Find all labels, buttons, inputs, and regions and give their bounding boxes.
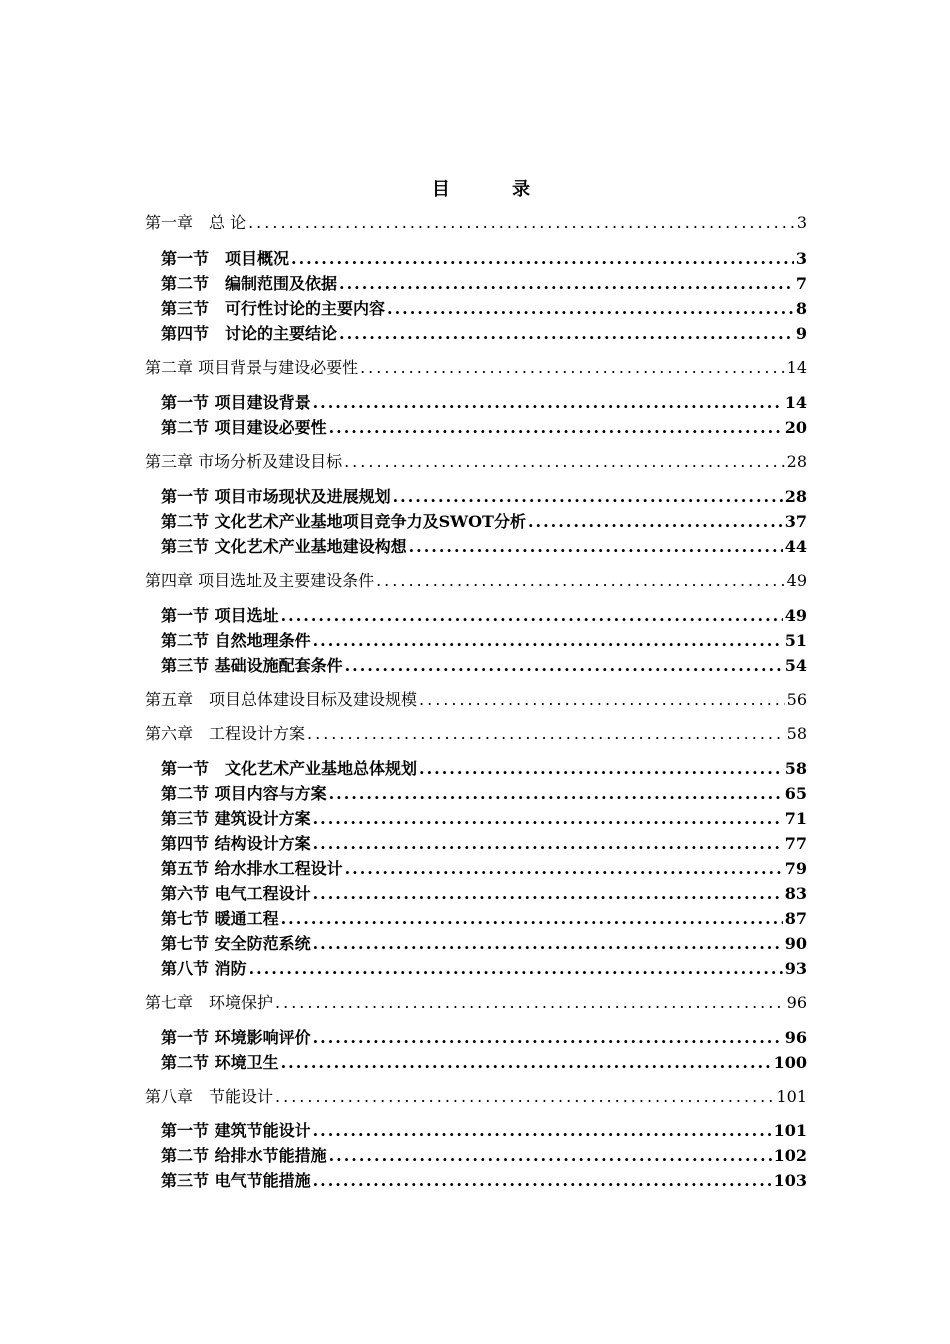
- toc-entry-label: 第一节 建筑节能设计: [161, 1121, 311, 1140]
- toc-section-entry: [161, 603, 807, 626]
- toc-section-entry: [161, 756, 807, 779]
- toc-page-number: 14: [784, 393, 807, 412]
- toc-entry-label: 第八章 节能设计: [145, 1087, 274, 1106]
- toc-entry-label: 第八节 消防: [161, 959, 247, 978]
- toc-entry-label: 第六章 工程设计方案: [145, 724, 306, 743]
- dot-leader: [409, 537, 783, 556]
- toc-section-entry: [161, 1025, 807, 1048]
- dot-leader: [339, 274, 794, 293]
- toc-entry-label: 第四节 结构设计方案: [161, 834, 311, 853]
- toc-chapter-entry: [145, 568, 807, 591]
- toc-entry-label: 第二节 文化艺术产业基地项目竞争力及SWOT分析: [161, 512, 526, 531]
- toc-section-entry: [161, 1168, 807, 1191]
- toc-page-number: 28: [784, 487, 807, 506]
- toc-entry-label: 第七节 暖通工程: [161, 909, 279, 928]
- toc-entry-label: 第三节 电气节能措施: [161, 1171, 311, 1190]
- dot-leader: [344, 452, 785, 471]
- toc-section-entry: [161, 321, 807, 344]
- toc-page-number: 65: [784, 784, 807, 803]
- dot-leader: [345, 656, 783, 675]
- toc-section-entry: [161, 1050, 807, 1073]
- dot-leader: [313, 393, 783, 412]
- toc-page-number: 7: [795, 274, 807, 293]
- dot-leader: [360, 358, 785, 377]
- toc-entry-label: 第一节 项目概况: [161, 249, 290, 268]
- toc-page-number: 51: [784, 631, 807, 650]
- toc-page-number: 83: [784, 884, 807, 903]
- toc-chapter-entry: [145, 449, 807, 472]
- dot-leader: [329, 784, 783, 803]
- dot-leader: [275, 1087, 774, 1106]
- toc-chapter-entry: [145, 210, 807, 233]
- toc-entry-label: 第二节 项目内容与方案: [161, 784, 327, 803]
- toc-chapter-entry: [145, 687, 807, 710]
- toc-entry-label: 第六节 电气工程设计: [161, 884, 311, 903]
- toc-section-entry: [161, 534, 807, 557]
- toc-entry-label: 第三章 市场分析及建设目标: [145, 452, 343, 471]
- toc-page-number: 20: [784, 418, 807, 437]
- toc-entry-label: 第一节 项目建设背景: [161, 393, 311, 412]
- toc-entry-label: 第一节 项目选址: [161, 606, 279, 625]
- toc-page-number: 96: [786, 993, 807, 1012]
- toc-entry-label: 第四章 项目选址及主要建设条件: [145, 571, 375, 590]
- toc-page-number: 102: [773, 1146, 807, 1165]
- toc-section-entry: [161, 781, 807, 804]
- toc-page-number: 28: [786, 452, 807, 471]
- dot-leader: [291, 249, 794, 268]
- dot-leader: [339, 324, 794, 343]
- toc-page-number: 93: [784, 959, 807, 978]
- toc-entry-label: 第五章 项目总体建设目标及建设规模: [145, 690, 418, 709]
- toc-section-entry: [161, 390, 807, 413]
- toc-entry-label: 第五节 给水排水工程设计: [161, 859, 343, 878]
- toc-section-entry: [161, 856, 807, 879]
- dot-leader: [313, 631, 783, 650]
- toc-page-number: 90: [784, 934, 807, 953]
- toc-page-number: 58: [786, 724, 807, 743]
- dot-leader: [248, 213, 795, 232]
- dot-leader: [387, 299, 794, 318]
- toc-section-entry: [161, 509, 807, 532]
- toc-section-entry: [161, 956, 807, 979]
- dot-leader: [419, 759, 783, 778]
- toc-page-number: 71: [784, 809, 807, 828]
- toc-section-entry: [161, 628, 807, 651]
- toc-page-number: 54: [784, 656, 807, 675]
- toc-entry-label: 第四节 讨论的主要结论: [161, 324, 338, 343]
- dot-leader: [313, 809, 783, 828]
- toc-section-entry: [161, 931, 807, 954]
- toc-entry-label: 第三节 基础设施配套条件: [161, 656, 343, 675]
- toc-page-number: 100: [773, 1053, 807, 1072]
- toc-section-entry: [161, 246, 807, 269]
- toc-entry-label: 第三节 文化艺术产业基地建设构想: [161, 537, 407, 556]
- toc-section-entry: [161, 906, 807, 929]
- toc-chapter-entry: [145, 990, 807, 1013]
- dot-leader: [329, 418, 783, 437]
- toc-entry-label: 第二章 项目背景与建设必要性: [145, 358, 359, 377]
- toc-page-number: 103: [773, 1171, 807, 1190]
- dot-leader: [329, 1146, 772, 1165]
- toc-section-entry: [161, 271, 807, 294]
- dot-leader: [313, 1028, 783, 1047]
- dot-leader: [528, 512, 783, 531]
- toc-page-number: 49: [786, 571, 807, 590]
- toc-entry-label: 第二节 自然地理条件: [161, 631, 311, 650]
- toc-page-number: 96: [784, 1028, 807, 1047]
- toc-page-number: 101: [773, 1121, 807, 1140]
- dot-leader: [393, 487, 783, 506]
- toc-section-entry: [161, 1118, 807, 1141]
- toc-page-number: 3: [795, 249, 807, 268]
- toc-entry-label: 第二节 给排水节能措施: [161, 1146, 327, 1165]
- toc-page-number: 101: [776, 1087, 807, 1106]
- dot-leader: [313, 834, 783, 853]
- dot-leader: [307, 724, 785, 743]
- toc-page-number: 8: [795, 299, 807, 318]
- toc-section-entry: [161, 415, 807, 438]
- toc-entry-label: 第二节 项目建设必要性: [161, 418, 327, 437]
- toc-entry-label: 第一节 环境影响评价: [161, 1028, 311, 1047]
- dot-leader: [313, 884, 783, 903]
- toc-entry-label: 第一节 文化艺术产业基地总体规划: [161, 759, 418, 778]
- toc-entry-label: 第七章 环境保护: [145, 993, 274, 1012]
- toc-section-entry: [161, 806, 807, 829]
- dot-leader: [313, 934, 783, 953]
- toc-page-number: 49: [784, 606, 807, 625]
- dot-leader: [313, 1171, 772, 1190]
- toc-page-number: 58: [784, 759, 807, 778]
- toc-page-number: 56: [786, 690, 807, 709]
- toc-page-number: 9: [795, 324, 807, 343]
- dot-leader: [249, 959, 783, 978]
- toc-page-number: 3: [796, 213, 807, 232]
- toc-page-number: 37: [784, 512, 807, 531]
- dot-leader: [313, 1121, 772, 1140]
- toc-entry-label: 第二节 环境卫生: [161, 1053, 279, 1072]
- toc-section-entry: [161, 1143, 807, 1166]
- dot-leader: [376, 571, 785, 590]
- toc-entry-label: 第一章 总 论: [145, 213, 247, 232]
- toc-page-number: 87: [784, 909, 807, 928]
- toc-page-number: 14: [786, 358, 807, 377]
- toc-entry-label: 第一节 项目市场现状及进展规划: [161, 487, 391, 506]
- toc-section-entry: [161, 484, 807, 507]
- toc-page-number: 77: [784, 834, 807, 853]
- toc-entry-label: 第三节 建筑设计方案: [161, 809, 311, 828]
- toc-section-entry: [161, 653, 807, 676]
- dot-leader: [419, 690, 785, 709]
- dot-leader: [281, 606, 783, 625]
- toc-page-number: 79: [784, 859, 807, 878]
- dot-leader: [345, 859, 783, 878]
- toc-section-entry: [161, 831, 807, 854]
- toc-chapter-entry: [145, 721, 807, 744]
- toc-entry-label: 第七节 安全防范系统: [161, 934, 311, 953]
- toc-entry-label: 第二节 编制范围及依据: [161, 274, 338, 293]
- toc-entry-label: 第三节 可行性讨论的主要内容: [161, 299, 386, 318]
- dot-leader: [275, 993, 785, 1012]
- toc-title: 目 录: [431, 179, 559, 200]
- dot-leader: [281, 909, 783, 928]
- dot-leader: [281, 1053, 772, 1072]
- toc-chapter-entry: [145, 355, 807, 378]
- toc-chapter-entry: [145, 1084, 807, 1107]
- toc-page-number: 44: [784, 537, 807, 556]
- toc-section-entry: [161, 881, 807, 904]
- toc-section-entry: [161, 296, 807, 319]
